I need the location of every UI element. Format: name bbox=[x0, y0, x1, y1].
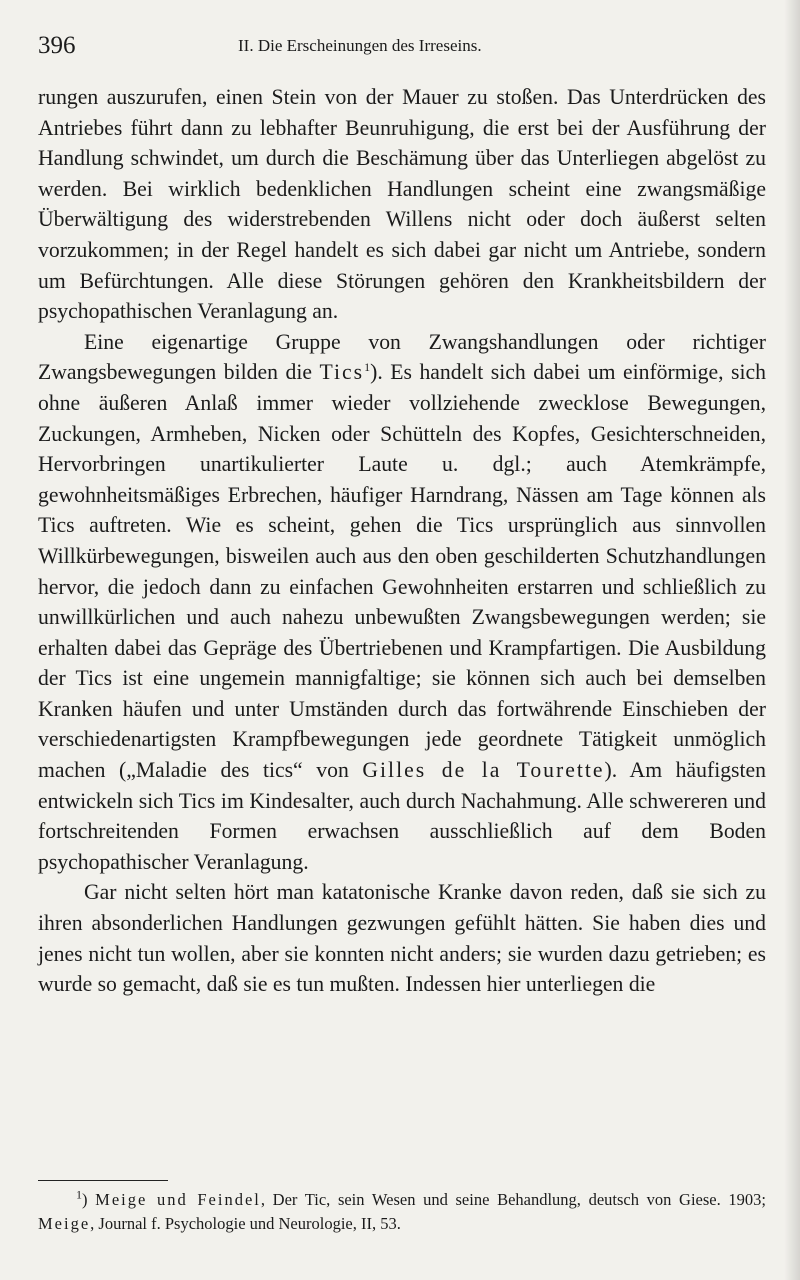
paragraph-3: Gar nicht selten hört man katatonische Kranke davon reden, daß sie sich zu ihren absonderlichen Handlungen gezwungen gefühlt hätten. Sie haben dies und jenes nicht tun wollen, aber sie konnten nicht anders; sie wurden dazu getrieben; es wurde so gemacht, daß sie es tun mußten. Indessen hier unterliegen die bbox=[38, 880, 766, 997]
footnote-text: $^1$) Meige und Feindel, Der Tic, sein Wesen und seine Behandlung, deutsch von Giese. 1903; Meige, Journal f. Psychologie und Neurologie, II, 53. bbox=[38, 1187, 766, 1233]
footnote-citation: , Der Tic, sein Wesen und seine Behandlung, deutsch von Giese. 1903; bbox=[260, 1190, 766, 1209]
running-head: II. Die Erscheinungen des Irreseins. bbox=[238, 36, 482, 55]
paragraph-2-text: ). Es handelt sich dabei um einförmige, sich ohne äußeren Anlaß immer wieder vollziehende zwecklose Bewegungen, Zuckungen, Armheben, Nicken oder Schütteln des Kopfes, Gesichterschneiden, Hervorbringen unartikulierter Laute u. dgl.; auch Atemkrämpfe, gewohnheitsmäßiges Erbrechen, häufiger Harndrang, Nässen am Tage können als Tics auftreten. Wie es scheint, gehen die Tics ursprünglich aus sinnvollen Willkürbewegungen, bisweilen auch aus den oben geschilderten Schutzhandlungen hervor, die jedoch dann zu einfachen Gewohnheiten erstarren und schließlich zu unwillkürlichen und auch nahezu unbewußten Zwangsbewegungen werden; sie erhalten dabei das Gepräge des Übertriebenen und Krampfartigen. Die Ausbildung der Tics ist eine ungemein mannigfaltige; sie können sich auch bei demselben Kranken häufen und unter Umständen durch das fortwährende Einschieben der verschiedenartigsten Krampfbewegungen jede geordnete Tätigkeit unmöglich machen („Maladie des tics“ von bbox=[38, 360, 766, 783]
body-text bbox=[38, 82, 766, 1000]
page-number: 396 bbox=[38, 32, 76, 59]
paragraph-1: rungen auszurufen, einen Stein von der Mauer zu stoßen. Das Unterdrücken des Antriebes führt dann zu lebhafter Beunruhigung, die erst bei der Ausführung der Handlung schwindet, um durch die Beschämung über das Unterliegen abgelöst zu werden. Bei wirklich bedenklichen Handlungen scheint eine zwangsmäßige Überwältigung des widerstrebenden Willens nicht oder doch äußerst selten vorzukommen; in der Regel handelt es sich dabei gar nicht um Antriebe, sondern um Befürchtungen. Alle diese Störungen gehören den Krankheitsbildern der psychopathischen Veranlagung an. bbox=[38, 85, 766, 324]
footnote-ref: 1 bbox=[364, 360, 371, 375]
footnote-marker: 1 bbox=[76, 1187, 82, 1202]
page-header bbox=[38, 32, 760, 60]
footnote-citation: , Journal f. Psychologie und Neurologie, II, 53. bbox=[90, 1214, 401, 1233]
page-edge-shadow bbox=[784, 0, 800, 1280]
author-name: Gilles de la Tourette bbox=[362, 758, 605, 783]
footnote-divider bbox=[38, 1180, 168, 1181]
paragraph-2-text: ). Am häufigsten entwickeln sich Tics im Kindesalter, auch durch Nachahmung. Alle schwereren und fortschreitenden Formen erwachsen ausschließlich auf dem Boden psychopathischer Veranlagung. bbox=[38, 758, 766, 874]
footnote-authors: Meige und Feindel bbox=[95, 1190, 261, 1209]
term-tics: Tics bbox=[319, 360, 365, 385]
footnote bbox=[38, 1188, 766, 1236]
paragraph-2 bbox=[38, 327, 766, 878]
paragraph-2-text: Eine eigenartige Gruppe von Zwangshandlungen oder richtiger Zwangsbewegungen bilden die bbox=[38, 329, 766, 385]
footnote-author: Meige bbox=[38, 1214, 91, 1233]
